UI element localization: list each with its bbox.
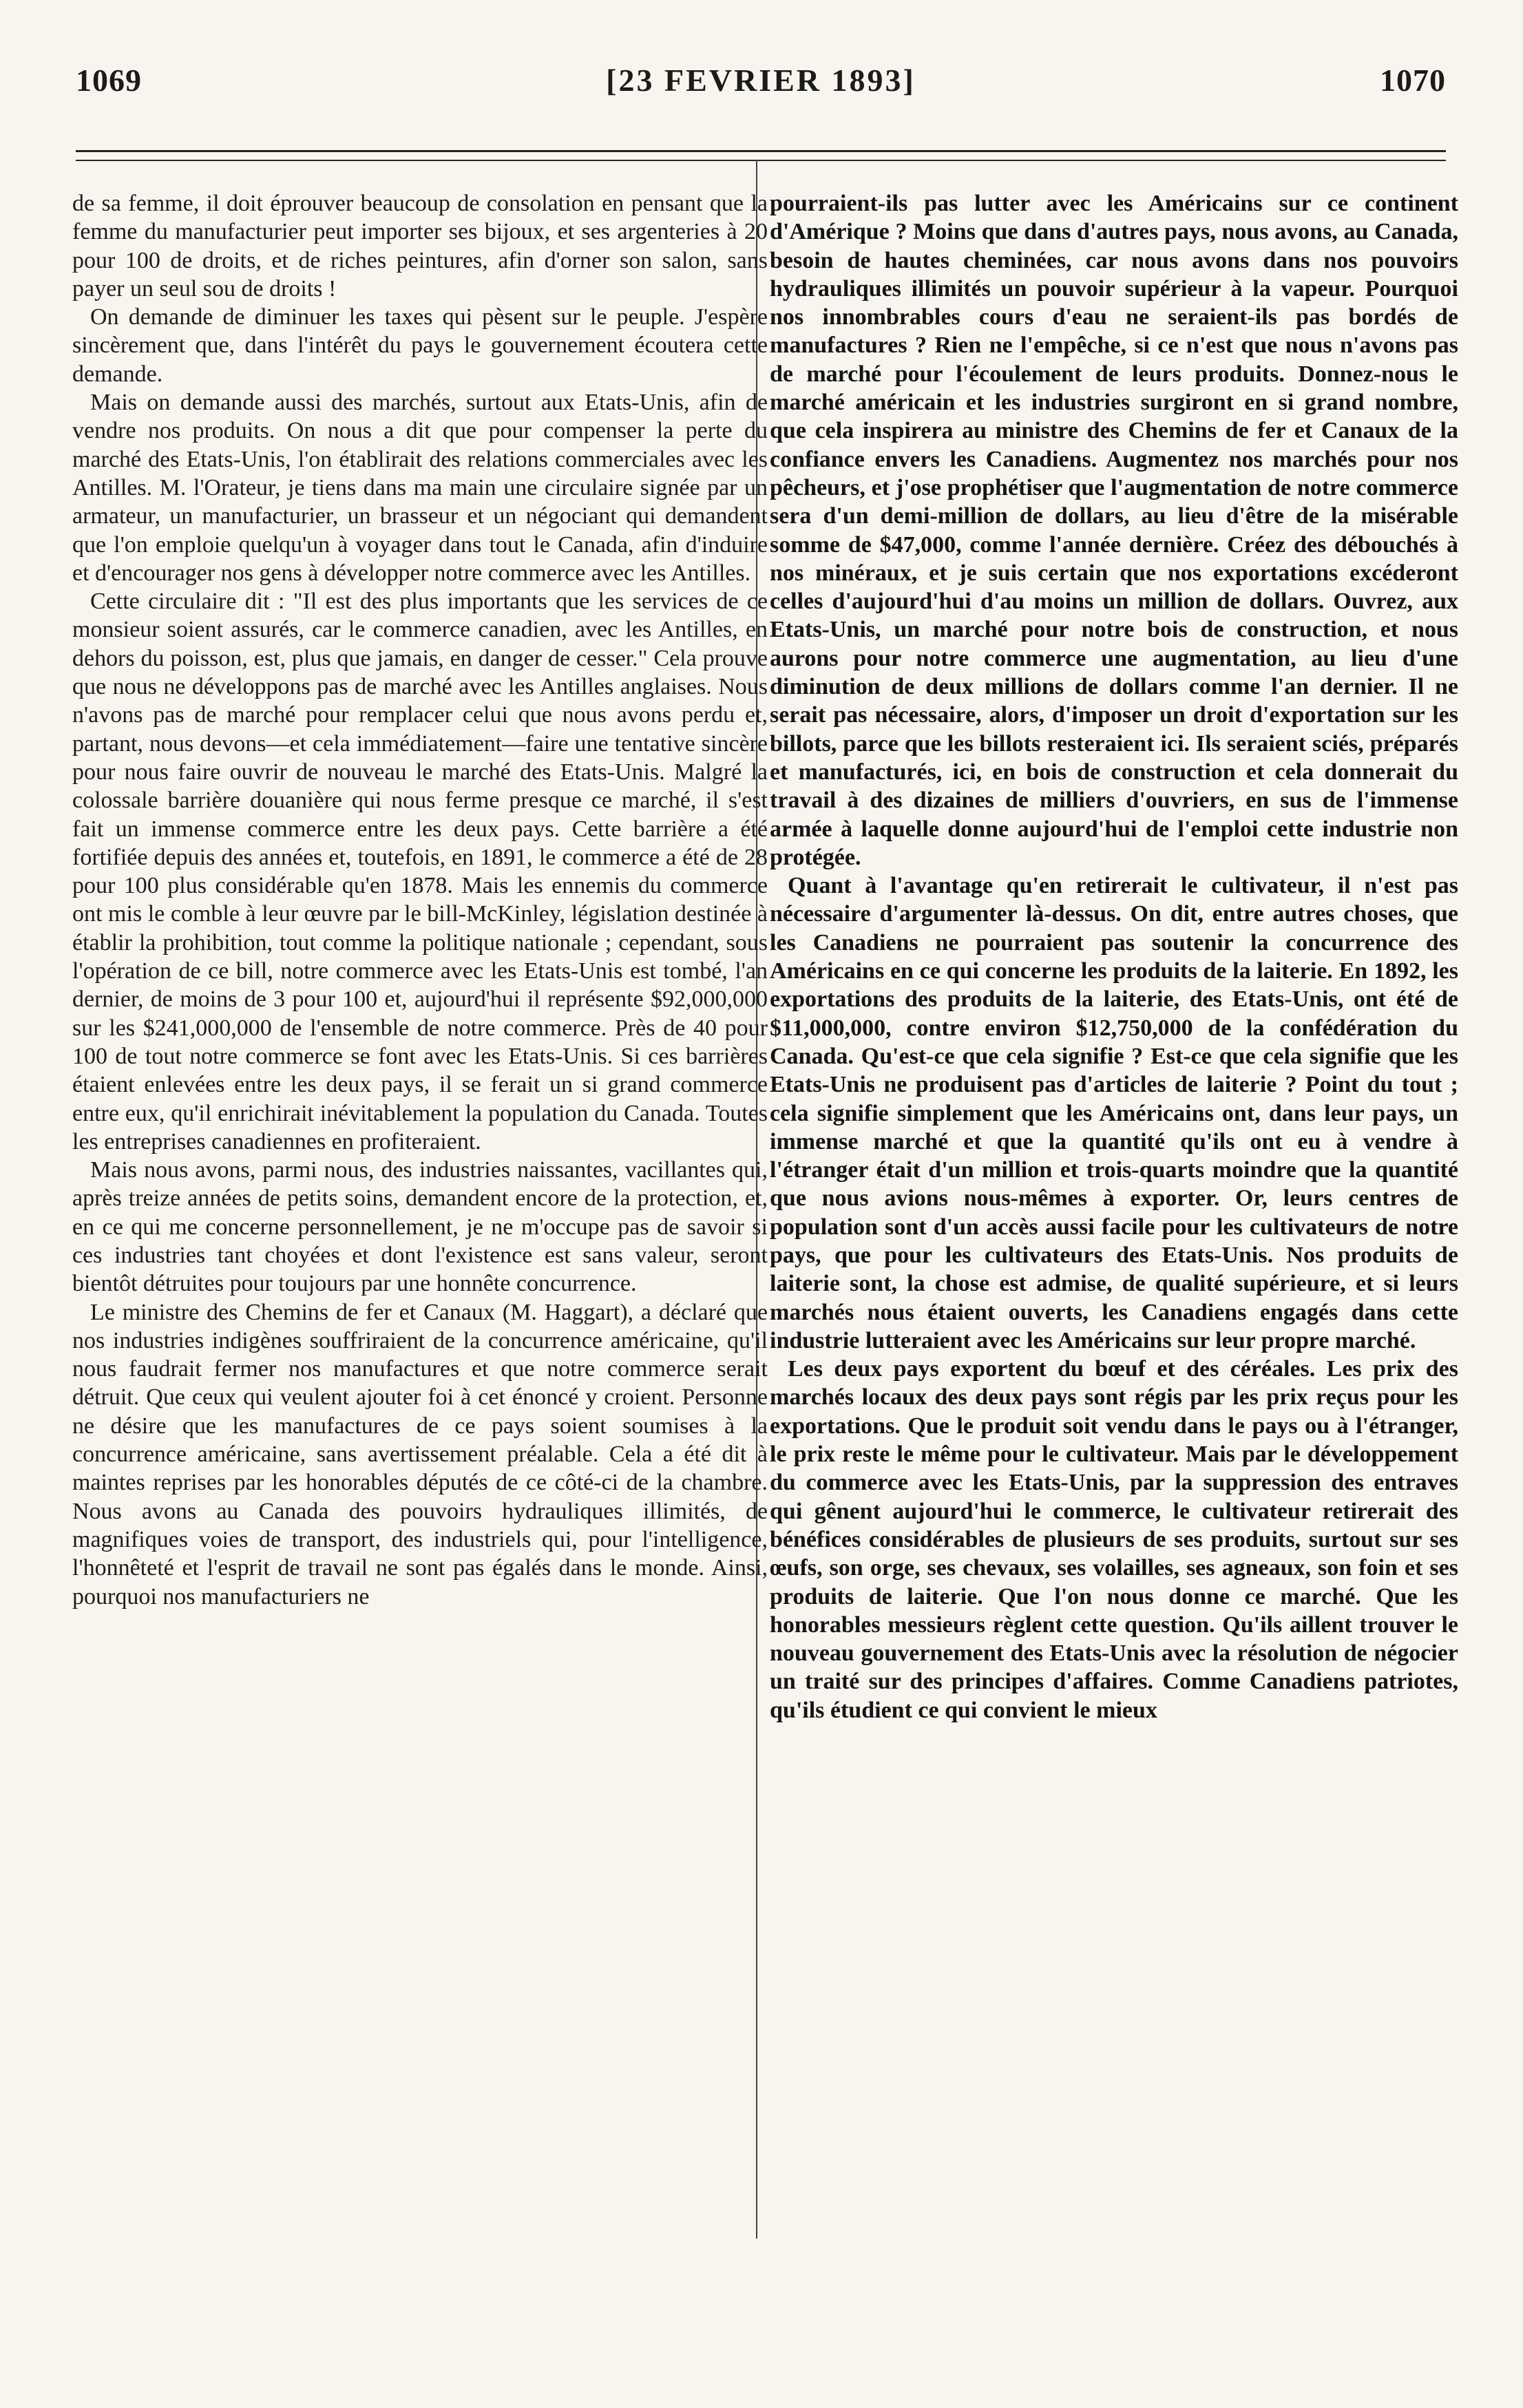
paragraph: Mais nous avons, parmi nous, des industries naissantes, vacillantes qui, après treize années de petits soins, demandent encore de la protection, et, en ce qui me concerne personnellement, je ne m'occupe pas de savoir si ces industries tant choyées et dont l'existence est sans valeur, seront bientôt détruites pour toujours par une honnête concurrence. <box>72 1157 768 1297</box>
page-header <box>76 62 1446 117</box>
running-title-date: [23 FEVRIER 1893] <box>606 63 916 98</box>
header-rule-bottom <box>76 160 1446 161</box>
page-number-right: 1070 <box>1380 63 1446 98</box>
page-number-left: 1069 <box>76 63 142 98</box>
left-column <box>72 189 768 2254</box>
paragraph: Quant à l'avantage qu'en retirerait le cultivateur, il n'est pas nécessaire d'argumenter là-dessus. On dit, entre autres choses, que les Canadiens ne pourraient pas soutenir la concurrence des Américains en ce qui concerne les produits de la laiterie. En 1892, les exportations des produits de la laiterie, des Etats-Unis, ont été de $11,000,000, contre environ $12,750,000 de la confédération du Canada. Qu'est-ce que cela signifie ? Est-ce que cela signifie que les Etats-Unis ne produisent pas d'articles de laiterie ? Point du tout ; cela signifie simplement que les Américains ont, dans leur pays, un immense marché et que la quantité qu'ils ont eu à vendre à l'étranger était d'un million et trois-quarts moindre que la quantité que nous avions nous-mêmes à exporter. Or, leurs centres de population sont d'un accès aussi facile pour les cultivateurs de notre pays, que pour les cultivateurs des Etats-Unis. Nos produits de laiterie sont, la chose est admise, de qualité supérieure, et si leurs marchés nous étaient ouverts, les Canadiens engagés dans cette industrie lutteraient avec les Américains sur leur propre marché. <box>770 873 1458 1353</box>
paragraph: On demande de diminuer les taxes qui pèsent sur le peuple. J'espère sincèrement que, dans l'intérêt du pays le gouvernement écoutera cette demande. <box>72 304 768 387</box>
paragraph: Mais on demande aussi des marchés, surtout aux Etats-Unis, afin de vendre nos produits. On nous a dit que pour compenser la perte du marché des Etats-Unis, l'on établirait des relations commerciales avec les Antilles. M. l'Orateur, je tiens dans ma main une circulaire signée par un armateur, un manufacturier, un brasseur et un négociant qui demandent que l'on emploie quelqu'un à voyager dans tout le Canada, afin d'induire et d'encourager nos gens à développer notre commerce avec les Antilles. <box>72 390 768 586</box>
paragraph: Cette circulaire dit : "Il est des plus importants que les services de ce monsieur soient assurés, car le commerce canadien, avec les Antilles, en dehors du poisson, est, plus que jamais, en danger de cesser." Cela prouve que nous ne développons pas de marché avec les Antilles anglaises. Nous n'avons pas de marché pour remplacer celui que nous avons perdu et, partant, nous devons—et cela immédiatement—faire une tentative sincère pour nous faire ouvrir de nouveau le marché des Etats-Unis. Malgré la colossale barrière douanière qui nous ferme presque ce marché, il s'est fait un immense commerce entre les deux pays. Cette barrière a été fortifiée depuis des années et, toutefois, en 1891, le commerce a été de 28 pour 100 plus considérable qu'en 1878. Mais les ennemis du commerce ont mis le comble à leur œuvre par le bill-McKinley, législation destinée à établir la prohibition, tout comme la politique nationale ; cependant, sous l'opération de ce bill, notre commerce avec les Etats-Unis est tombé, l'an dernier, de moins de 3 pour 100 et, aujourd'hui il représente $92,000,000 sur les $241,000,000 de l'ensemble de notre commerce. Près de 40 pour 100 de tout notre commerce se font avec les Etats-Unis. Si ces barrières étaient enlevées entre les deux pays, il se ferait un si grand commerce entre eux, qu'il enrichirait inévitablement la population du Canada. Toutes les entreprises canadiennes en profiteraient. <box>72 589 768 1154</box>
paragraph: Le ministre des Chemins de fer et Canaux (M. Haggart), a déclaré que nos industries indigènes souffriraient de la concurrence américaine, qu'il nous faudrait fermer nos manufactures et que notre commerce serait détruit. Que ceux qui veulent ajouter foi à cet énoncé y croient. Personne ne désire que les manufactures de ce pays soient soumises à la concurrence américaine, sans avertissement préalable. Cela a été dit à maintes reprises par les honorables députés de ce côté-ci de la chambre. Nous avons au Canada des pouvoirs hydrauliques illimités, de magnifiques voies de transport, des industriels qui, pour l'intelligence, l'honnêteté et l'esprit de travail ne sont pas égalés dans le monde. Ainsi, pourquoi nos manufacturiers ne <box>72 1299 768 1609</box>
paragraph: de sa femme, il doit éprouver beaucoup de consolation en pensant que la femme du manufacturier peut importer ses bijoux, et ses argenteries à 20 pour 100 de droits, et de riches peintures, afin d'orner son salon, sans payer un seul sou de droits ! <box>72 191 768 302</box>
header-rule-top <box>76 150 1446 152</box>
right-column <box>770 189 1458 2254</box>
paragraph: Les deux pays exportent du bœuf et des céréales. Les prix des marchés locaux des deux pays sont régis par les prix reçus pour les exportations. Que le produit soit vendu dans le pays ou à l'étranger, le prix reste le même pour le cultivateur. Mais par le développement du commerce avec les Etats-Unis, par la suppression des entraves qui gênent aujourd'hui le commerce, le cultivateur retirerait des bénéfices considérables de plusieurs de ses produits, surtout sur ses œufs, son orge, ses chevaux, ses volailles, ses agneaux, son foin et ses produits de laiterie. Que l'on nous donne ce marché. Que les honorables messieurs règlent cette question. Qu'ils aillent trouver le nouveau gouvernement des Etats-Unis avec la résolution de négocier un traité sur des principes d'affaires. Comme Canadiens patriotes, qu'ils étudient ce qui convient le mieux <box>770 1356 1458 1723</box>
paragraph: pourraient-ils pas lutter avec les Américains sur ce continent d'Amérique ? Moins que dans d'autres pays, nous avons, au Canada, besoin de hautes cheminées, car nous avons dans nos pouvoirs hydrauliques illimités un pouvoir supérieur à la vapeur. Pourquoi nos innombrables cours d'eau ne seraient-ils pas bordés de manufactures ? Rien ne l'empêche, si ce n'est que nous n'avons pas de marché pour l'écoulement de leurs produits. Donnez-nous le marché américain et les industries surgiront en si grand nombre, que cela inspirera au ministre des Chemins de fer et Canaux de la confiance envers les Canadiens. Augmentez nos marchés pour nos pêcheurs, et j'ose prophétiser que l'augmentation de notre commerce sera d'un demi-million de dollars, au lieu d'être de la misérable somme de $47,000, comme l'année dernière. Créez des débouchés à nos minéraux, et je suis certain que nos exportations excéderont celles d'aujourd'hui d'au moins un million de dollars. Ouvrez, aux Etats-Unis, un marché pour notre bois de construction, et nous aurons pour notre commerce une augmentation, au lieu d'une diminution de deux millions de dollars comme l'an dernier. Il ne serait pas nécessaire, alors, d'imposer un droit d'exportation sur les billots, parce que les billots resteraient ici. Ils seraient sciés, préparés et manufacturés, ici, en bois de construction et cela donnerait du travail à des dizaines de milliers d'ouvriers, en sus de l'immense armée à laquelle donne aujourd'hui de l'emploi cette industrie non protégée. <box>770 191 1458 870</box>
